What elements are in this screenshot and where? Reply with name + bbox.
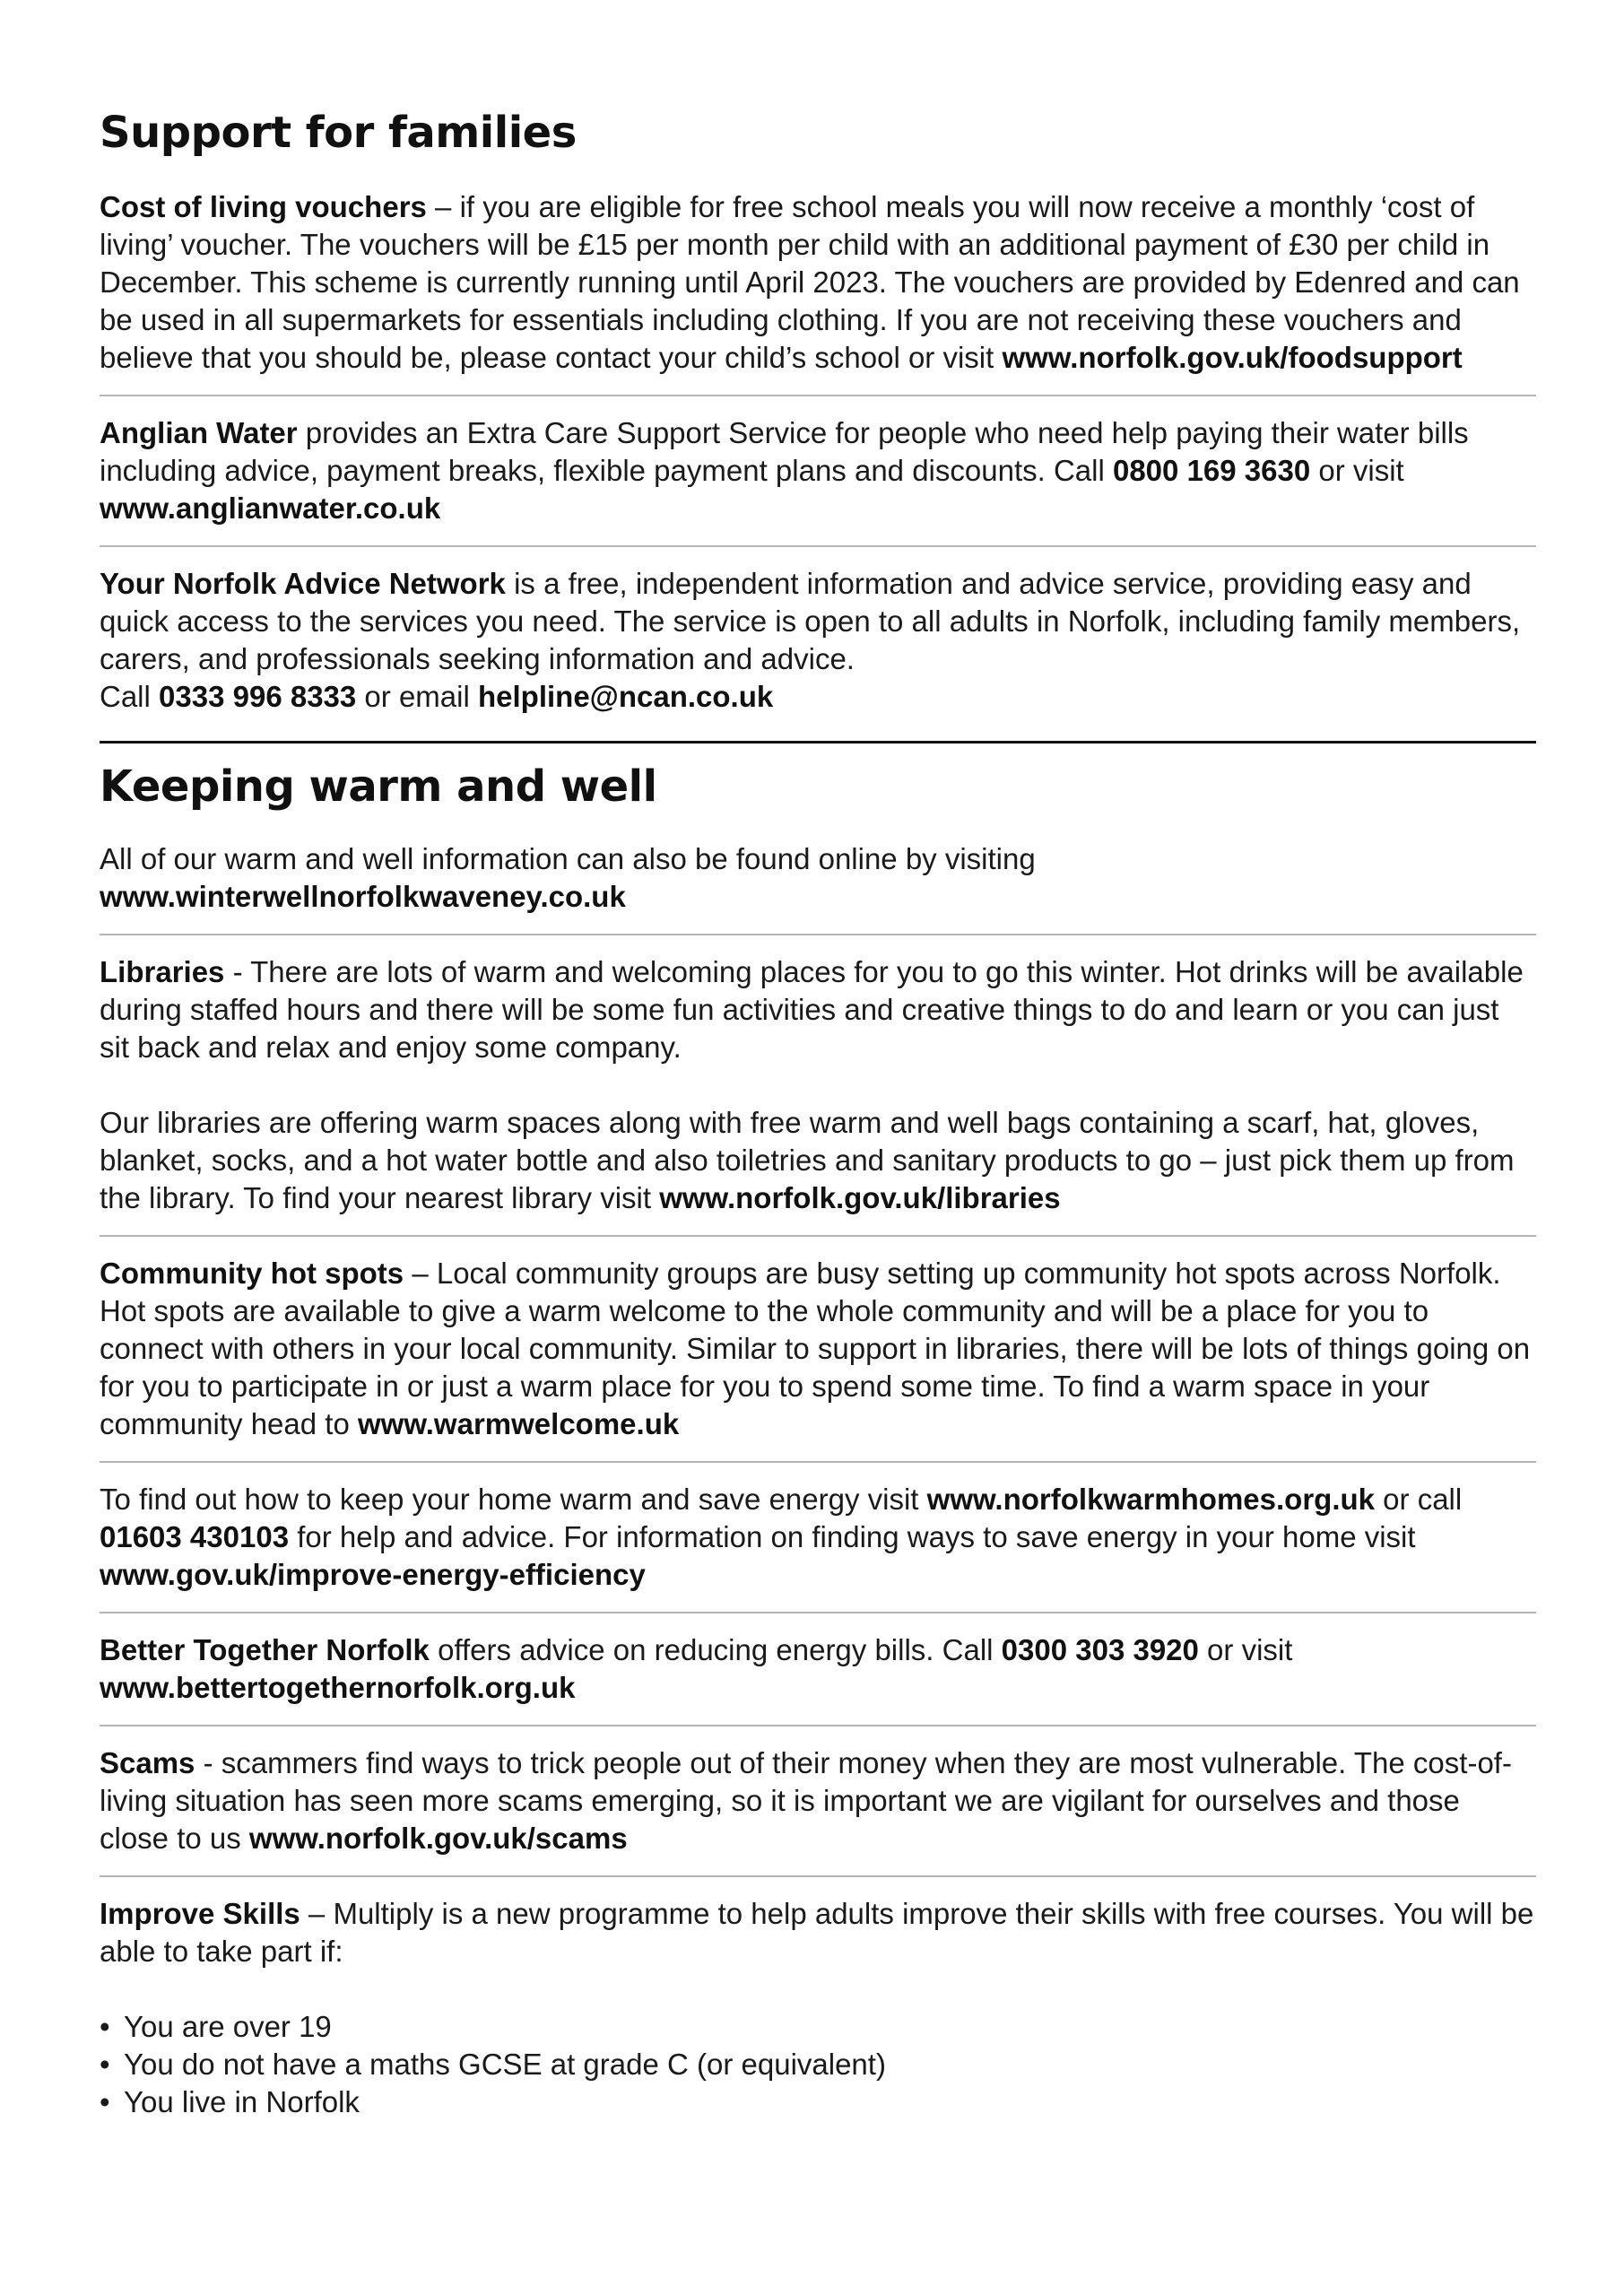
- divider: [100, 1461, 1536, 1463]
- hotspots-text: – Local community groups are busy setting up community hot spots across Norfolk. Hot spots are available to give a warm welcome to the whole community and will be a place for you to connect with others in your local community. Similar to support in libraries, there will be lots of things going on for you to participate in or just a warm place for you to spend some time. To find a warm space in your community head to: [100, 1257, 1531, 1440]
- anglian-lead: Anglian Water: [100, 416, 298, 449]
- energy-text-3: for help and advice. For information on finding ways to save energy in your home visit: [289, 1520, 1416, 1553]
- advice-phone[interactable]: 0333 996 8333: [159, 680, 357, 713]
- libraries-text-2: Our libraries are offering warm spaces along with free warm and well bags containing a scarf, hat, gloves, blanket, socks, and a hot water bottle and also toiletries and sanitary products to go – just pick them up from the library. To find your nearest library visit: [100, 1106, 1515, 1214]
- list-item: [100, 2008, 1536, 2046]
- paragraph-scams: [100, 1744, 1536, 1857]
- advice-call: Call: [100, 680, 160, 713]
- energy-text: To find out how to keep your home warm and save energy visit: [100, 1483, 927, 1516]
- list-item-text: You live in Norfolk: [124, 2085, 360, 2118]
- scams-lead: Scams: [100, 1746, 195, 1779]
- anglian-link[interactable]: www.anglianwater.co.uk: [100, 491, 441, 525]
- list-item: [100, 2083, 1536, 2121]
- better-text-2: or visit: [1198, 1633, 1293, 1666]
- bullet-icon: •: [100, 2010, 110, 2043]
- advice-email[interactable]: helpline@ncan.co.uk: [477, 680, 774, 713]
- paragraph-hot-spots: [100, 1255, 1536, 1443]
- anglian-phone[interactable]: 0800 169 3630: [1112, 454, 1311, 487]
- section-heading-support-for-families: Support for families: [100, 108, 577, 158]
- scams-link[interactable]: www.norfolk.gov.uk/scams: [248, 1822, 628, 1855]
- better-lead: Better Together Norfolk: [100, 1633, 430, 1666]
- divider: [100, 545, 1536, 547]
- vouchers-text: – if you are eligible for free school meals you will now receive a monthly ‘cost of living’ voucher. The vouchers will be £15 per month per child with an additional payment of £30 per child in December. This scheme is currently running until April 2023. The vouchers are provided by Edenred and can be used in all supermarkets for essentials including clothing. If you are not receiving these vouchers and believe that you should be, please contact your child’s school or visit: [100, 190, 1520, 374]
- eligibility-list: [100, 2008, 1536, 2121]
- better-text: offers advice on reducing energy bills. Call: [429, 1633, 1002, 1666]
- intro-text: All of our warm and well information can also be found online by visiting: [100, 842, 1036, 875]
- advice-text-2: or email: [356, 680, 478, 713]
- anglian-text: provides an Extra Care Support Service for people who need help paying their water bills including advice, payment breaks, flexible payment plans and discounts. Call: [100, 416, 1469, 487]
- libraries-link[interactable]: www.norfolk.gov.uk/libraries: [659, 1181, 1061, 1214]
- hotspots-lead: Community hot spots: [100, 1257, 404, 1290]
- divider: [100, 934, 1536, 935]
- bullet-icon: •: [100, 2085, 110, 2118]
- paragraph-improve-skills: [100, 1895, 1536, 1970]
- libraries-lead: Libraries: [100, 955, 225, 988]
- section-heading-keeping-warm: Keeping warm and well: [100, 761, 657, 812]
- better-link[interactable]: www.bettertogethernorfolk.org.uk: [100, 1671, 576, 1704]
- paragraph-energy: [100, 1481, 1536, 1594]
- anglian-text-2: or visit: [1310, 454, 1404, 487]
- divider: [100, 1612, 1536, 1613]
- list-item-text: You do not have a maths GCSE at grade C (or equivalent): [124, 2048, 886, 2081]
- paragraph-libraries: [100, 953, 1536, 1066]
- paragraph-gap: [100, 1970, 1536, 2008]
- libraries-text: - There are lots of warm and welcoming places for you to go this winter. Hot drinks will be available during staffed hours and there will be some fun activities and creative things to do and learn or you can just sit back and relax and enjoy some company.: [100, 955, 1524, 1064]
- vouchers-lead: Cost of living vouchers: [100, 190, 427, 223]
- divider: [100, 1725, 1536, 1726]
- bullet-icon: •: [100, 2048, 110, 2081]
- energy-phone[interactable]: 01603 430103: [100, 1520, 290, 1553]
- list-item-text: You are over 19: [124, 2010, 332, 2043]
- list-item: [100, 2046, 1536, 2083]
- document-page: [100, 106, 1536, 2121]
- paragraph-advice-network: [100, 565, 1536, 716]
- paragraph-anglian-water: [100, 414, 1536, 527]
- divider: [100, 1235, 1536, 1237]
- skills-text: – Multiply is a new programme to help adults improve their skills with free courses. You will be able to take part if:: [100, 1897, 1534, 1968]
- warmwelcome-link[interactable]: www.warmwelcome.uk: [357, 1407, 680, 1440]
- winterwell-link[interactable]: www.winterwellnorfolkwaveney.co.uk: [100, 880, 626, 913]
- scams-text: - scammers find ways to trick people out of their money when they are most vulnerable. The cost-of-living situation has seen more scams emerging, so it is important we are vigilant for ourselves and those close to us: [100, 1746, 1512, 1855]
- advice-lead: Your Norfolk Advice Network: [100, 567, 506, 600]
- energy-efficiency-link[interactable]: www.gov.uk/improve-energy-efficiency: [100, 1558, 646, 1591]
- warmhomes-link[interactable]: www.norfolkwarmhomes.org.uk: [926, 1483, 1376, 1516]
- paragraph-gap: [100, 1066, 1536, 1104]
- advice-text: is a free, independent information and advice service, providing easy and quick access to the services you need. The service is open to all adults in Norfolk, including family members, carers, and professionals seeking information and advice.: [100, 567, 1521, 675]
- skills-lead: Improve Skills: [100, 1897, 300, 1930]
- paragraph-intro: [100, 840, 1536, 916]
- paragraph-better-together: [100, 1631, 1536, 1707]
- energy-text-2: or call: [1375, 1483, 1463, 1516]
- paragraph-libraries-bags: [100, 1104, 1536, 1217]
- better-phone[interactable]: 0300 303 3920: [1001, 1633, 1199, 1666]
- divider: [100, 395, 1536, 396]
- paragraph-cost-of-living-vouchers: [100, 188, 1536, 377]
- section-divider: [100, 741, 1536, 744]
- foodsupport-link[interactable]: www.norfolk.gov.uk/foodsupport: [1002, 341, 1463, 374]
- divider: [100, 1875, 1536, 1877]
